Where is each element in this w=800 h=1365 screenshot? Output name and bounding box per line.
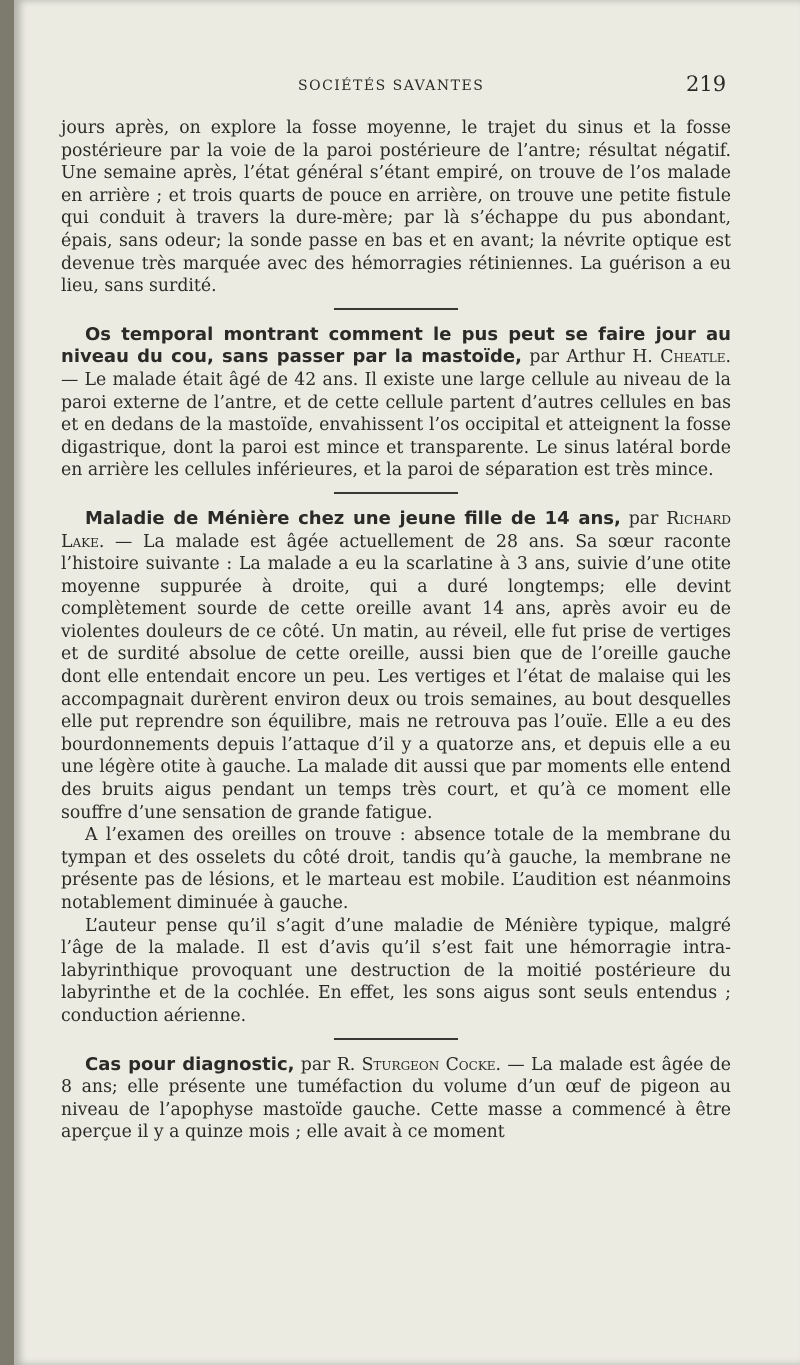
article-byline: par Arthur H. (521, 347, 661, 368)
article-author-end: . (725, 347, 731, 368)
article-author: Cheatle (660, 347, 726, 368)
article-author: Sturgeon Cocke (361, 1054, 496, 1075)
continuation-paragraph: jours après, on explore la fosse moyenne, le trajet du sinus et la fosse postérieure par la voie de la paroi postérieure de l’antre; résultat négatif. Une semaine après, l’état général s’étant empiré, on trouve de l’os malade en arrière ; et trois quarts de pouce en arrière, on trouve une petite fistule qui conduit à travers la dure-mère; par là s’échappe du pus abondant, épais, sans odeur; la sonde passe en bas et en avant; la névrite optique est devenue très marquée avec des hémorragies rétiniennes. La guérison a eu lieu, sans surdité. (61, 118, 731, 297)
article-paragraph: A l’examen des oreilles on trouve : absence totale de la membrane du tympan et des osselets du côté droit, tandis qu’à gauche, la membrane ne présente pas de lésions, et le marteau est mobile. L’audition est néanmoins notablement diminuée à gauche. (61, 825, 731, 913)
article-author-end: . (495, 1054, 502, 1075)
article-meniere (61, 508, 731, 1028)
article-title: Os temporal montrant comment le pus peut se faire jour au niveau du cou, sans passer par la mastoïde, (61, 323, 731, 368)
article-lead-paragraph (61, 324, 731, 482)
article-lead-paragraph (61, 1054, 731, 1144)
article-author: Richard Lake (61, 508, 731, 552)
running-head: SOCIÉTÉS SAVANTES (298, 78, 485, 94)
article-author-end: . (98, 531, 105, 552)
section-divider (334, 308, 458, 310)
article-lead-paragraph (61, 508, 731, 824)
article-text: — La malade est âgée actuellement de 28 ans. Sa sœur raconte l’histoire suivante : La malade a eu la scarlatine à 3 ans, suivie d’une otite moyenne suppurée à droite, qui a duré longtemps; elle devint complètement sourde de cette oreille avant 14 ans, après avoir eu de violentes douleurs de ce côté. Un matin, au réveil, elle fut prise de vertiges et de surdité absolue de cette oreille, aussi bien que de l’oreille gauche dont elle entendait encore un peu. Les vertiges et l’état de malaise qui les accompagnait durèrent environ deux ou trois semaines, au bout desquelles elle put reprendre son équilibre, mais ne retrouva pas l’ouïe. Elle a eu des bourdonnements depuis l’attaque d’il y a quatorze ans, et depuis elle a eu une légère otite à gauche. La malade dit aussi que par moments elle entend des bruits aigus pendant un temps très court, et qu’à ce moment elle souffre d’une sensation de grande fatigue. (61, 531, 731, 823)
article-diagnostic-case (61, 1054, 731, 1144)
page-header (14, 72, 800, 102)
article-byline: par (620, 508, 667, 529)
article-title: Maladie de Ménière chez une jeune fille de 14 ans, (85, 507, 621, 529)
page-number: 219 (686, 72, 727, 96)
book-page (14, 0, 800, 1365)
article-title: Cas pour diagnostic, (85, 1053, 295, 1075)
article-text: — Le malade était âgé de 42 ans. Il existe une large cellule au niveau de la paroi externe de l’antre, et de cette cellule partent d’autres cellules en bas et en dedans de la mastoïde, envahissent l’os occipital et atteignent la fosse digastrique, dont la paroi est mince et transparente. Le sinus latéral borde en arrière les cellules inférieures, et la paroi de séparation est très mince. (61, 369, 731, 481)
section-divider (334, 1038, 458, 1040)
article-byline: par R. (294, 1054, 362, 1075)
article-paragraph: L’auteur pense qu’il s’agit d’une maladie de Ménière typique, malgré l’âge de la malade. Il est d’avis qu’il s’est fait une hémorragie intra-labyrinthique provoquant une destruction de la moitié postérieure du labyrinthe et de la cochlée. En effet, les sons aigus sont seuls entendus ; conduction aérienne. (61, 915, 731, 1026)
article-temporal-bone (61, 324, 731, 482)
section-divider (334, 492, 458, 494)
page-body (61, 117, 731, 1144)
article-text: — La malade est âgée de 8 ans; elle présente une tuméfaction du volume d’un œuf de pigeon au niveau de l’apophyse mastoïde gauche. Cette masse a commencé à être aperçue il y a quinze mois ; elle avait à ce moment (61, 1054, 731, 1143)
